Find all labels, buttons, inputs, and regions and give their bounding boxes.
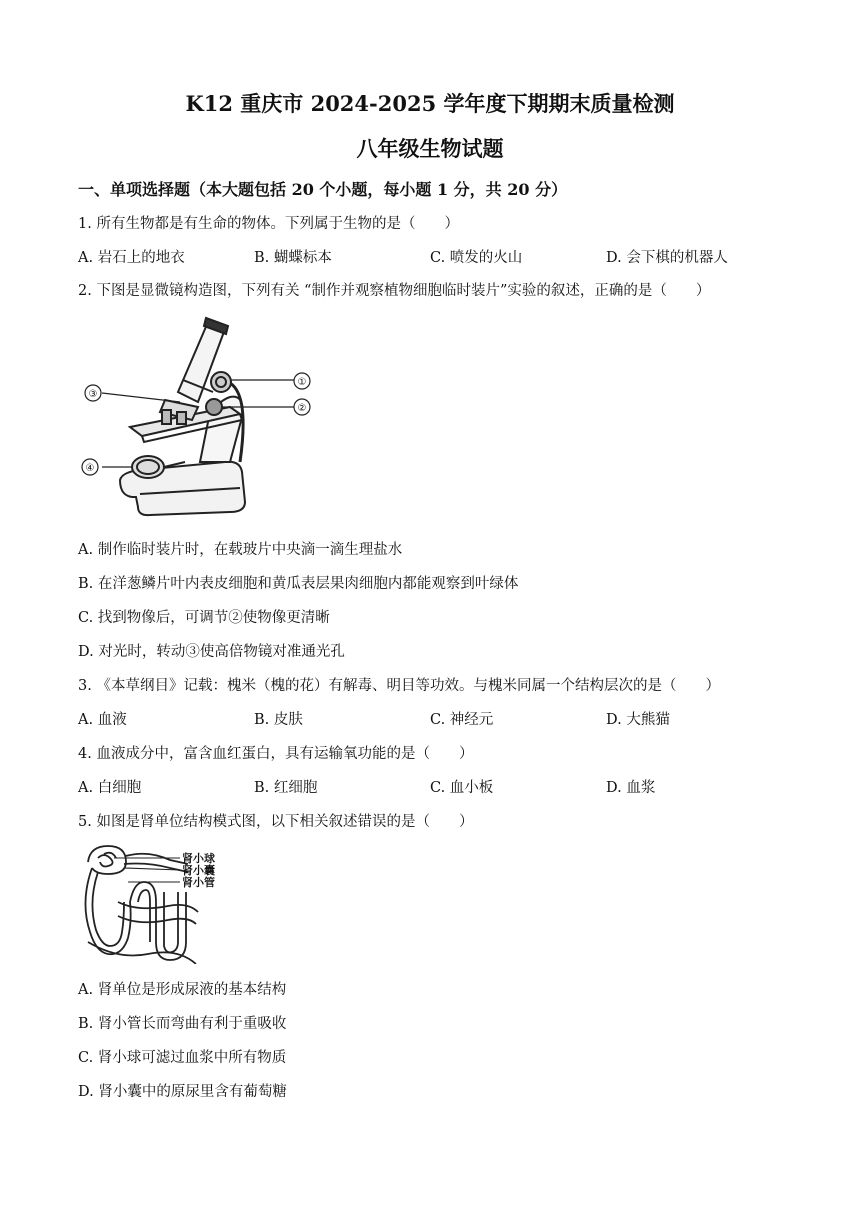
nephron-figure xyxy=(78,842,248,964)
microscope-figure xyxy=(80,312,330,524)
q3-option-b: B. 皮肤 xyxy=(254,712,303,728)
question-3-stem: 3. 《本草纲目》记载：槐米（槐的花）有解毒、明目等功效。与槐米同属一个结构层次的是（ ） xyxy=(78,678,720,694)
q2-option-c: C. 找到物像后，可调节②使物像更清晰 xyxy=(78,610,330,626)
microscope-label-2: ② xyxy=(297,403,307,414)
microscope-label-1: ① xyxy=(297,377,307,388)
microscope-label-4: ④ xyxy=(85,463,95,474)
q3-option-a: A. 血液 xyxy=(78,712,127,728)
q3-option-c: C. 神经元 xyxy=(430,712,494,728)
q1-option-c: C. 喷发的火山 xyxy=(430,250,523,266)
exam-title: K12 重庆市 2024-2025 学年度下期期末质量检测 xyxy=(185,91,675,116)
q2-option-a: A. 制作临时装片时，在载玻片中央滴一滴生理盐水 xyxy=(78,542,403,558)
q1-option-b: B. 蝴蝶标本 xyxy=(254,250,332,266)
q2-option-d: D. 对光时，转动③使高倍物镜对准通光孔 xyxy=(78,644,345,660)
q5-option-b: B. 肾小管长而弯曲有利于重吸收 xyxy=(78,1016,287,1032)
question-4-stem: 4. 血液成分中，富含血红蛋白，具有运输氧功能的是（ ） xyxy=(78,746,474,762)
question-2-stem: 2. 下图是显微镜构造图，下列有关 “制作并观察植物细胞临时装片”实验的叙述，正确的是（ ） xyxy=(78,283,711,299)
question-1-stem: 1. 所有生物都是有生命的物体。下列属于生物的是（ ） xyxy=(78,216,459,232)
microscope-label-3: ③ xyxy=(88,389,98,400)
nephron-label-capsule: 肾小囊 xyxy=(182,864,215,877)
q4-option-c: C. 血小板 xyxy=(430,780,494,796)
q4-option-b: B. 红细胞 xyxy=(254,780,318,796)
q5-option-d: D. 肾小囊中的原尿里含有葡萄糖 xyxy=(78,1084,287,1100)
nephron-label-glomerulus: 肾小球 xyxy=(182,852,215,865)
q5-option-c: C. 肾小球可滤过血浆中所有物质 xyxy=(78,1050,287,1066)
nephron-label-tubule: 肾小管 xyxy=(182,876,215,889)
q4-option-d: D. 血浆 xyxy=(606,780,656,796)
section-heading: 一、单项选择题（本大题包括 20 个小题，每小题 1 分，共 20 分） xyxy=(78,180,568,199)
exam-subtitle: 八年级生物试题 xyxy=(356,136,504,161)
q3-option-d: D. 大熊猫 xyxy=(606,712,670,728)
q1-option-d: D. 会下棋的机器人 xyxy=(606,250,728,266)
question-5-stem: 5. 如图是肾单位结构模式图，以下相关叙述错误的是（ ） xyxy=(78,814,474,830)
q1-option-a: A. 岩石上的地衣 xyxy=(78,250,185,266)
q2-option-b: B. 在洋葱鳞片叶内表皮细胞和黄瓜表层果肉细胞内都能观察到叶绿体 xyxy=(78,576,519,592)
q4-option-a: A. 白细胞 xyxy=(78,780,142,796)
q5-option-a: A. 肾单位是形成尿液的基本结构 xyxy=(78,982,287,998)
